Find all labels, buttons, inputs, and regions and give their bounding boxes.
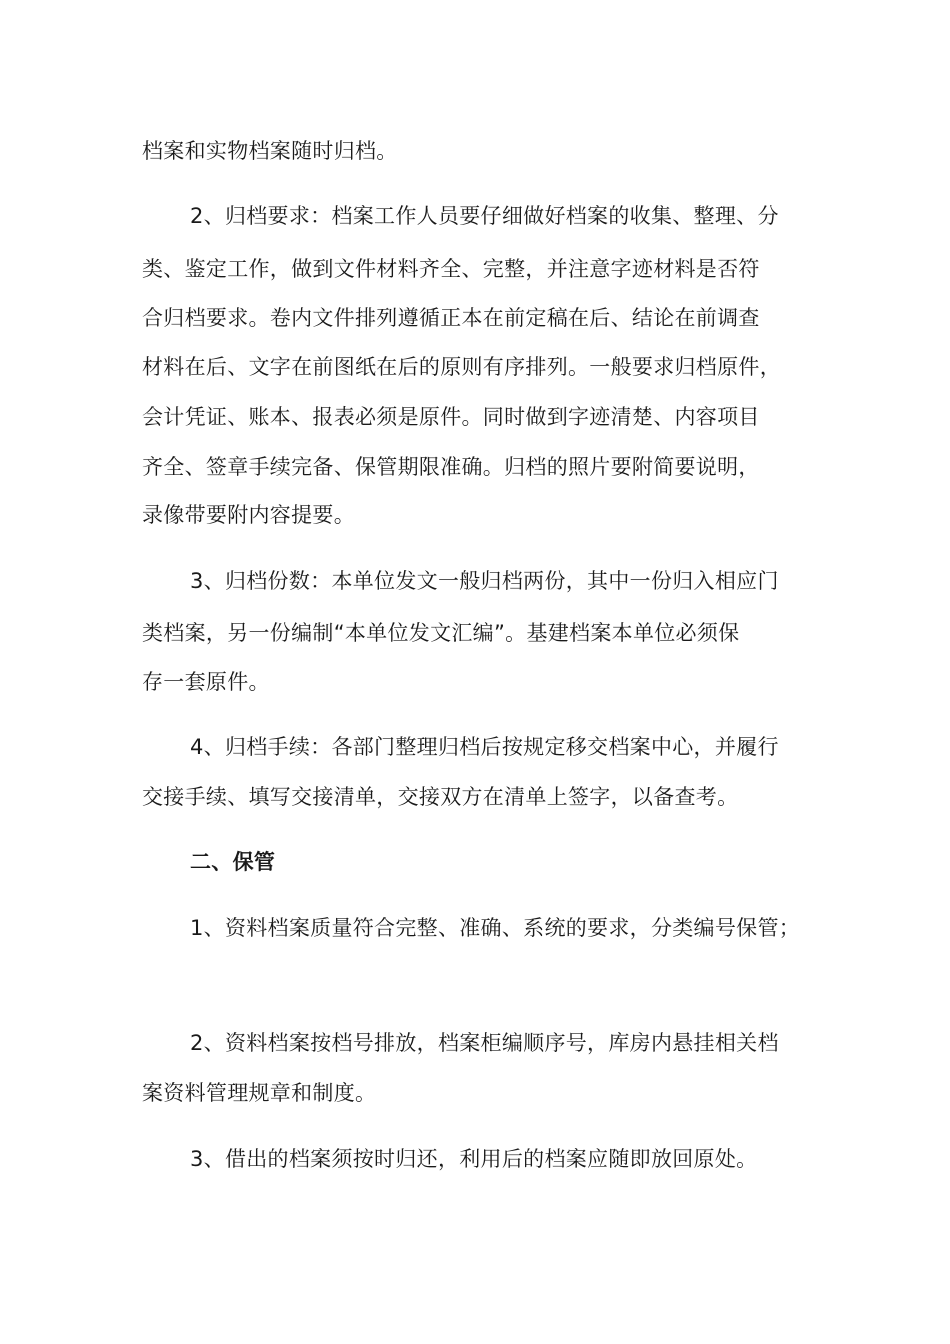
paragraph-line: 交接手续、填写交接清单，交接双方在清单上签字，以备查考。: [142, 785, 739, 809]
paragraph-line: 案资料管理规章和制度。: [142, 1081, 377, 1105]
paragraph-line: 会计凭证、账本、报表必须是原件。同时做到字迹清楚、内容项目: [142, 405, 760, 429]
paragraph-line: 2、资料档案按档号排放，档案柜编顺序号，库房内悬挂相关档: [190, 1031, 779, 1055]
paragraph-line: 2、归档要求：档案工作人员要仔细做好档案的收集、整理、分: [190, 204, 779, 228]
paragraph-line: 类档案，另一份编制“本单位发文汇编”。基建档案本单位必须保: [142, 621, 740, 645]
paragraph-line: 存一套原件。: [142, 670, 270, 694]
paragraph-line: 4、归档手续：各部门整理归档后按规定移交档案中心，并履行: [190, 735, 779, 759]
section-heading: 二、保管: [190, 850, 276, 874]
paragraph-line: 录像带要附内容提要。: [142, 503, 355, 527]
paragraph-line: 合归档要求。卷内文件排列遵循正本在前定稿在后、结论在前调查: [142, 306, 760, 330]
paragraph-line: 3、借出的档案须按时归还，利用后的档案应随即放回原处。: [190, 1147, 758, 1171]
paragraph-line: 材料在后、文字在前图纸在后的原则有序排列。一般要求归档原件，: [142, 355, 781, 379]
paragraph-line: 1、资料档案质量符合完整、准确、系统的要求，分类编号保管；: [190, 916, 801, 940]
paragraph-line: 档案和实物档案随时归档。: [142, 139, 398, 163]
paragraph-line: 类、鉴定工作，做到文件材料齐全、完整，并注意字迹材料是否符: [142, 257, 760, 281]
paragraph-line: 齐全、签章手续完备、保管期限准确。归档的照片要附简要说明，: [142, 455, 760, 479]
paragraph-line: 3、归档份数：本单位发文一般归档两份，其中一份归入相应门: [190, 569, 779, 593]
